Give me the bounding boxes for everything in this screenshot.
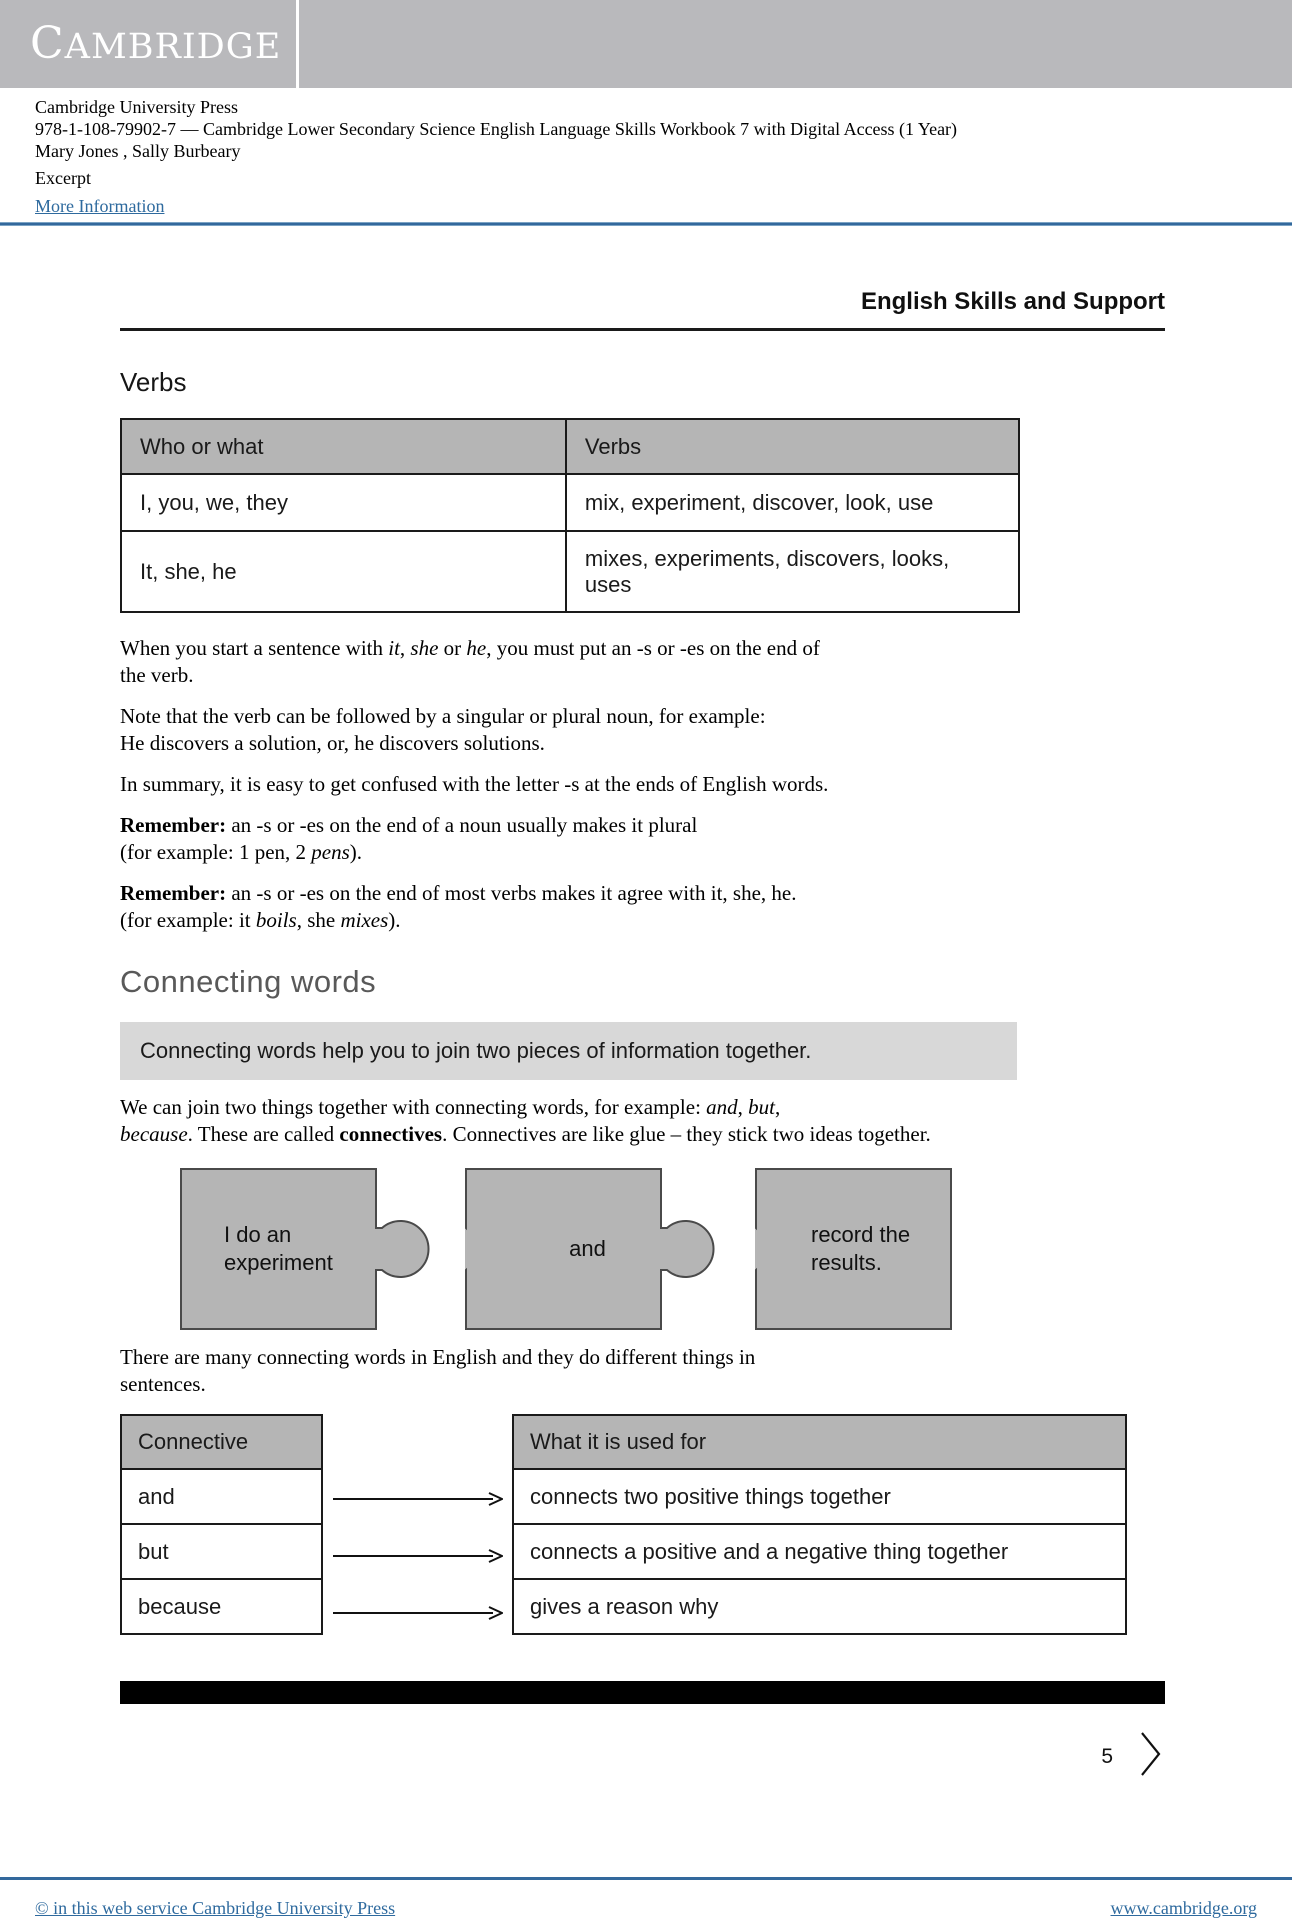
table-row [121, 531, 1019, 612]
table-cell: but [121, 1524, 322, 1579]
copyright-link[interactable]: © in this web service Cambridge University Press [35, 1898, 396, 1918]
paragraph: Remember: an -s or -es on the end of most verbs makes it agree with it, she, he. (for example: it boils, she mixes). [120, 881, 797, 932]
book-metadata [0, 88, 1292, 217]
cambridge-org-link[interactable]: www.cambridge.org [1110, 1898, 1257, 1918]
table-cell: because [121, 1579, 322, 1634]
table-header-cell: Who or what [121, 419, 566, 474]
paragraph: Note that the verb can be followed by a singular or plural noun, for example: He discovers a solution, or, he discovers solutions. [120, 704, 766, 755]
table-header-row [121, 1415, 322, 1469]
chevron-right-icon [1139, 1730, 1163, 1783]
verbs-table [120, 418, 1020, 613]
page-footer [0, 1877, 1292, 1919]
authors-line: Mary Jones , Sally Burbeary [35, 141, 241, 161]
arrow-right-icon [323, 1470, 512, 1527]
puzzle-piece-1 [180, 1168, 432, 1330]
paragraph: Remember: an -s or -es on the end of a noun usually makes it plural (for example: 1 pen, 2 pens). [120, 813, 698, 864]
cambridge-logo: CAMBRIDGE [30, 18, 282, 69]
table-row [513, 1579, 1126, 1634]
section-header: English Skills and Support [860, 288, 1165, 315]
banner-divider [296, 0, 299, 88]
usage-table [512, 1414, 1127, 1635]
table-cell: connects a positive and a negative thing together [513, 1524, 1126, 1579]
page-number: 5 [1101, 1744, 1113, 1768]
puzzle-piece-label: record the results. [811, 1222, 911, 1275]
table-cell: I, you, we, they [121, 474, 566, 531]
paragraph: In summary, it is easy to get confused with the letter -s at the ends of English words. [120, 772, 829, 796]
table-header-row [513, 1415, 1126, 1469]
connective-mapping [120, 1414, 1165, 1641]
top-blue-rule [0, 222, 1292, 226]
table-row [513, 1469, 1126, 1524]
isbn-title-line: 978-1-108-79902-7 — Cambridge Lower Secondary Science English Language Skills Workbook 7 with Digital Access (1 Year) [35, 119, 958, 139]
page-content [0, 288, 1292, 1783]
table-header-cell: Connective [121, 1415, 322, 1469]
table-cell: mixes, experiments, discovers, looks, uses [566, 531, 1019, 612]
connector-arrows [323, 1414, 512, 1641]
page-nav [120, 1730, 1165, 1783]
table-cell: gives a reason why [513, 1579, 1126, 1634]
key-idea-callout [120, 1022, 1017, 1080]
excerpt-label: Excerpt [35, 168, 91, 188]
table-row [121, 474, 1019, 531]
publisher-name: Cambridge University Press [35, 97, 238, 117]
connecting-words-heading: Connecting words [120, 964, 377, 999]
table-row [513, 1524, 1126, 1579]
table-cell: connects two positive things together [513, 1469, 1126, 1524]
verbs-heading: Verbs [120, 367, 187, 397]
table-header-cell: What it is used for [513, 1415, 1126, 1469]
table-cell: and [121, 1469, 322, 1524]
puzzle-diagram [180, 1168, 1165, 1330]
table-cell: mix, experiment, discover, look, use [566, 474, 1019, 531]
section-end-bar [120, 1681, 1165, 1704]
arrow-right-icon [323, 1584, 512, 1641]
paragraph: We can join two things together with connecting words, for example: and, but, because. These are called connectives. Connectives are like glue – they stick two ideas together. [120, 1095, 931, 1146]
callout-text: Connecting words help you to join two pieces of information together. [140, 1038, 812, 1063]
table-cell: It, she, he [121, 531, 566, 612]
table-row [121, 1579, 322, 1634]
puzzle-piece-label: and [569, 1236, 606, 1261]
table-row [121, 1524, 322, 1579]
more-information-link[interactable]: More Information [35, 196, 165, 216]
puzzle-piece-label: I do an experiment [224, 1222, 333, 1275]
connective-table [120, 1414, 323, 1635]
table-row [121, 1469, 322, 1524]
puzzle-piece-2 [465, 1168, 717, 1330]
paragraph: There are many connecting words in English and they do different things in sentences. [120, 1345, 756, 1396]
table-header-row [121, 419, 1019, 474]
puzzle-piece-3 [755, 1168, 953, 1330]
cambridge-banner [0, 0, 1292, 88]
paragraph: When you start a sentence with it, she or he, you must put an -s or -es on the end of the verb. [120, 636, 820, 687]
table-header-cell: Verbs [566, 419, 1019, 474]
section-header-rule [120, 328, 1165, 331]
arrow-right-icon [323, 1527, 512, 1584]
